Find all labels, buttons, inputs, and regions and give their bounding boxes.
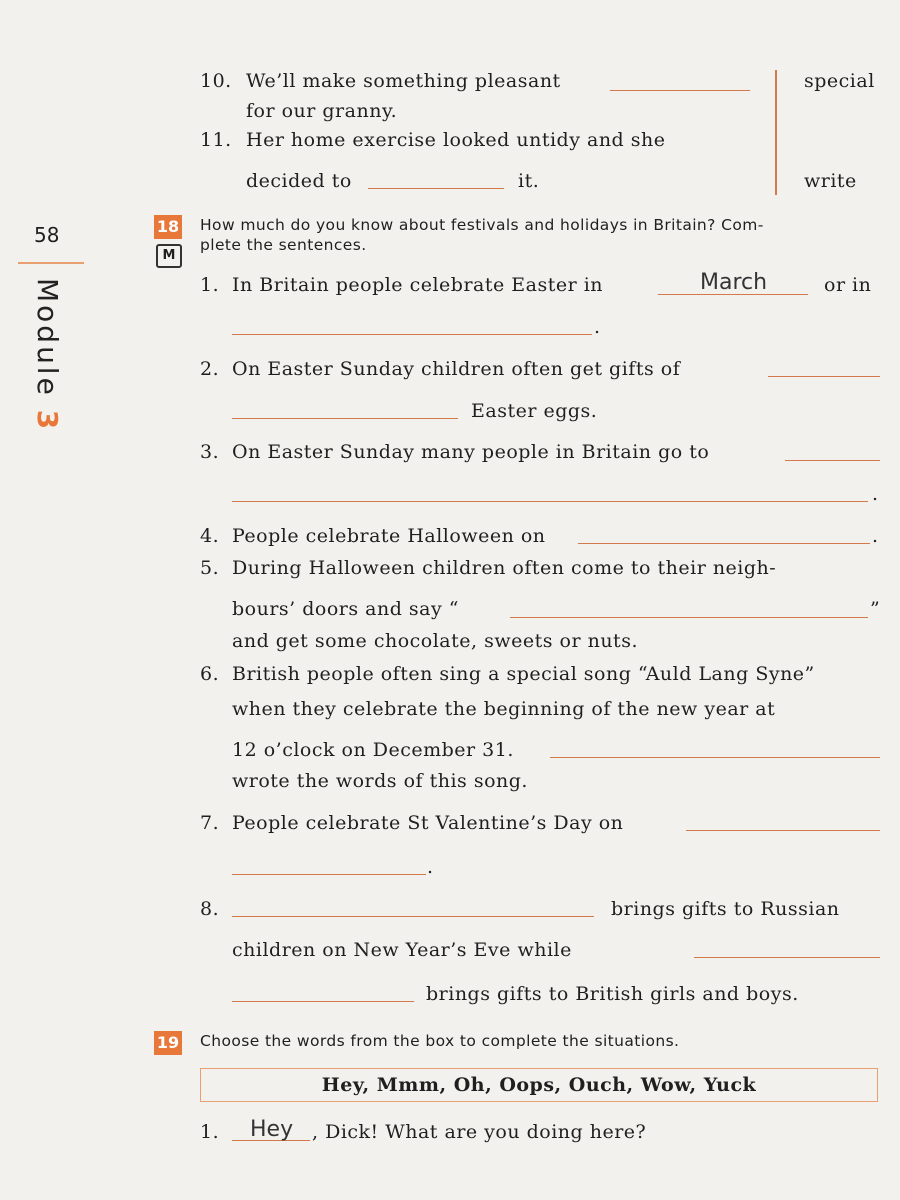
ex18-item-4-blank[interactable] xyxy=(578,543,870,544)
ex19-item-1-answer: Hey xyxy=(250,1117,294,1142)
ex18-item-2-text-2: Easter eggs. xyxy=(471,400,598,422)
item-11-number: 11. xyxy=(200,129,232,151)
ex18-item-7-blank[interactable] xyxy=(686,830,880,831)
ex18-item-1-text-2: or in xyxy=(824,274,872,296)
ex18-item-1-text: In Britain people celebrate Easter in xyxy=(232,274,604,296)
ex18-item-1-end: . xyxy=(594,316,601,338)
ex18-item-3-number: 3. xyxy=(200,441,220,463)
ex18-item-7-end: . xyxy=(427,856,434,878)
word-box: Hey, Mmm, Oh, Oops, Ouch, Wow, Yuck xyxy=(200,1068,878,1102)
ex18-item-4-number: 4. xyxy=(200,525,220,547)
ex18-item-8-blank[interactable] xyxy=(232,916,594,917)
item-10-hint: special xyxy=(804,70,875,92)
ex18-item-6-text-3: 12 o’clock on December 31. xyxy=(232,739,514,761)
ex18-item-2-text: On Easter Sunday children often get gifts of xyxy=(232,358,681,380)
ex18-item-4-text: People celebrate Halloween on xyxy=(232,525,546,547)
ex18-item-5-text-2: bours’ doors and say “ xyxy=(232,598,459,620)
ex19-item-1-number: 1. xyxy=(200,1121,220,1143)
ex18-item-5-blank[interactable] xyxy=(510,617,868,618)
ex18-item-3-end: . xyxy=(872,483,879,505)
ex18-item-1-answer: March xyxy=(700,270,768,295)
ex18-item-8-blank-3[interactable] xyxy=(232,1001,414,1002)
item-11-hint: write xyxy=(804,170,857,192)
ex18-item-7-text: People celebrate St Valentine’s Day on xyxy=(232,812,624,834)
exercise-18-instruction-2: plete the sentences. xyxy=(200,236,367,254)
item-10-number: 10. xyxy=(200,70,232,92)
exercise-18-instruction-1: How much do you know about festivals and holidays in Britain? Com- xyxy=(200,216,764,234)
ex18-item-8-blank-2[interactable] xyxy=(694,957,880,958)
ex18-item-2-number: 2. xyxy=(200,358,220,380)
ex18-item-1-blank-2[interactable] xyxy=(232,334,592,335)
exercise-19-instruction: Choose the words from the box to complete the situations. xyxy=(200,1032,680,1050)
ex18-item-3-blank-2[interactable] xyxy=(232,501,868,502)
ex18-item-3-text: On Easter Sunday many people in Britain go to xyxy=(232,441,710,463)
ex18-item-2-blank-2[interactable] xyxy=(232,418,458,419)
item-11-text-cont: decided to xyxy=(246,170,352,192)
ex18-item-5-quote-end: ” xyxy=(870,598,881,620)
ex18-item-5-text: During Halloween children often come to their neigh- xyxy=(232,557,777,579)
exercise-18-badge: 18 xyxy=(154,215,182,239)
ex18-item-4-end: . xyxy=(872,525,879,547)
item-10-text-cont: for our granny. xyxy=(246,100,398,122)
ex18-item-8-text-2: children on New Year’s Eve while xyxy=(232,939,572,961)
ex18-item-6-text-2: when they celebrate the beginning of the new year at xyxy=(232,698,776,720)
ex18-item-6-blank[interactable] xyxy=(550,757,880,758)
ex19-item-1-text: , Dick! What are you doing here? xyxy=(312,1121,647,1143)
ex18-item-8-number: 8. xyxy=(200,898,220,920)
ex18-item-7-number: 7. xyxy=(200,812,220,834)
item-10-text: We’ll make something pleasant xyxy=(246,70,561,92)
ex18-item-6-text-4: wrote the words of this song. xyxy=(232,770,528,792)
page-number-underline xyxy=(18,262,84,264)
ex18-item-7-blank-2[interactable] xyxy=(232,874,426,875)
item-11-text-end: it. xyxy=(518,170,540,192)
ex18-item-8-text: brings gifts to Russian xyxy=(611,898,840,920)
exercise-19-badge: 19 xyxy=(154,1031,182,1055)
item-11-text: Her home exercise looked untidy and she xyxy=(246,129,666,151)
page-number: 58 xyxy=(34,223,60,247)
ex18-item-8-text-3: brings gifts to British girls and boys. xyxy=(426,983,799,1005)
ex18-item-6-text: British people often sing a special song “Auld Lang Syne” xyxy=(232,663,815,685)
ex18-item-2-blank[interactable] xyxy=(768,376,880,377)
item-10-blank[interactable] xyxy=(610,90,750,91)
ex18-item-5-number: 5. xyxy=(200,557,220,579)
module-number: 3 xyxy=(31,409,64,433)
ex18-item-5-text-3: and get some chocolate, sweets or nuts. xyxy=(232,630,638,652)
ex18-item-3-blank[interactable] xyxy=(785,460,880,461)
hint-column-divider xyxy=(775,70,777,195)
module-word: Module xyxy=(31,278,64,398)
ex18-item-6-number: 6. xyxy=(200,663,220,685)
module-label xyxy=(24,278,64,432)
ex18-item-1-number: 1. xyxy=(200,274,220,296)
media-icon: M xyxy=(156,244,182,268)
item-11-blank[interactable] xyxy=(368,188,504,189)
